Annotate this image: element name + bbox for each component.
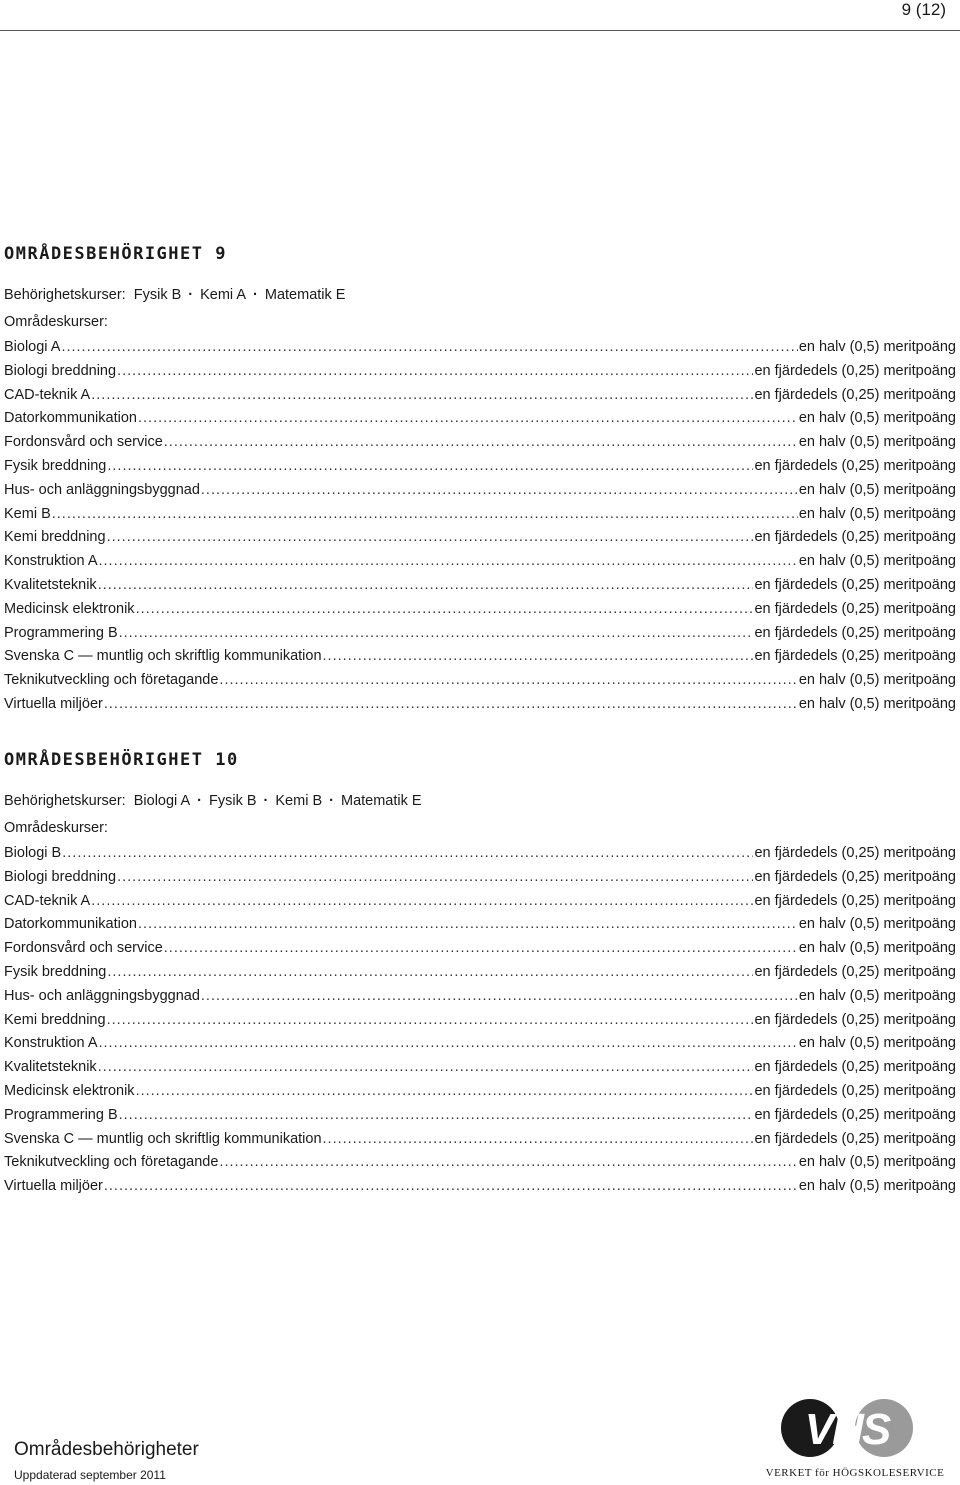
course-row — [4, 645, 956, 669]
course-credit-value: en fjärdedels (0,25) meritpoäng — [754, 868, 956, 885]
course-row — [4, 961, 956, 985]
course-row — [4, 890, 956, 914]
course-row — [4, 1056, 956, 1080]
course-credit-value: en fjärdedels (0,25) meritpoäng — [754, 457, 956, 474]
course-credit-value: en fjärdedels (0,25) meritpoäng — [754, 845, 956, 861]
requirement-item: Matematik E — [264, 287, 346, 303]
logo-caption: VERKET för HÖGSKOLESERVICE — [765, 1467, 945, 1479]
page-number: 9 (12) — [901, 0, 946, 19]
course-credit-value: en halv (0,5) meritpoäng — [798, 916, 956, 933]
course-name: Hus- och anläggningsbyggnad — [4, 987, 200, 1004]
course-name: Datorkommunikation — [4, 410, 137, 427]
dot-leader — [219, 1151, 797, 1175]
course-row — [4, 1128, 956, 1152]
course-name: Fysik breddning — [4, 457, 107, 474]
course-row — [4, 336, 956, 360]
course-name: Teknikutveckling och företagande — [4, 672, 219, 689]
course-name: Konstruktion A — [4, 553, 98, 570]
course-row — [4, 574, 956, 598]
course-credit-value: en halv (0,5) meritpoäng — [798, 1035, 956, 1052]
course-name: Konstruktion A — [4, 1035, 98, 1052]
course-credit-value: en fjärdedels (0,25) meritpoäng — [754, 1011, 956, 1028]
course-row — [4, 985, 956, 1009]
course-name: Biologi breddning — [4, 362, 117, 379]
course-credit-value: en fjärdedels (0,25) meritpoäng — [754, 1130, 956, 1147]
requirement-item: Kemi A — [200, 287, 247, 303]
bullet-separator: · — [263, 793, 269, 809]
course-credit-value: en fjärdedels (0,25) meritpoäng — [754, 963, 956, 980]
course-row — [4, 550, 956, 574]
course-credit-value: en fjärdedels (0,25) meritpoäng — [754, 892, 956, 909]
course-name: Biologi A — [4, 339, 61, 355]
course-row — [4, 669, 956, 693]
dot-leader — [52, 503, 798, 527]
dot-leader — [104, 693, 798, 717]
course-row — [4, 937, 956, 961]
course-credit-value: en halv (0,5) meritpoäng — [798, 1154, 956, 1171]
course-name: CAD-teknik A — [4, 892, 91, 909]
course-credit-value: en fjärdedels (0,25) meritpoäng — [754, 624, 956, 641]
course-row — [4, 913, 956, 937]
course-credit-value: en fjärdedels (0,25) meritpoäng — [754, 648, 956, 665]
course-credit-value: en halv (0,5) meritpoäng — [798, 505, 956, 522]
course-credit-value: en fjärdedels (0,25) meritpoäng — [754, 529, 956, 546]
section-heading: OMRÅDESBEHÖRIGHET 9 — [4, 244, 227, 264]
course-row — [4, 526, 956, 550]
dot-leader — [104, 1175, 798, 1199]
dot-leader — [136, 598, 754, 622]
dot-leader — [323, 1128, 754, 1152]
course-row — [4, 1080, 956, 1104]
course-credit-value: en fjärdedels (0,25) meritpoäng — [754, 576, 956, 593]
dot-leader — [61, 336, 797, 360]
dot-leader — [136, 1080, 754, 1104]
course-credit-value: en fjärdedels (0,25) meritpoäng — [754, 1059, 956, 1076]
course-credit-value: en halv (0,5) meritpoäng — [798, 410, 956, 427]
course-credit-value: en halv (0,5) meritpoäng — [798, 434, 956, 451]
course-credit-value: en halv (0,5) meritpoäng — [798, 339, 956, 355]
course-name: Biologi B — [4, 845, 62, 861]
course-name: Svenska C — muntlig och skriftlig kommunikation — [4, 648, 322, 665]
dot-leader — [91, 890, 753, 914]
course-name: Programmering B — [4, 624, 118, 641]
course-row — [4, 431, 956, 455]
dot-leader — [99, 1032, 798, 1056]
bullet-separator: · — [197, 793, 203, 809]
dot-leader — [201, 985, 798, 1009]
course-credit-value: en halv (0,5) meritpoäng — [798, 672, 956, 689]
footer-title: Områdesbehörigheter — [14, 1439, 199, 1460]
requirements-line — [4, 285, 956, 305]
course-name: Kemi B — [4, 505, 51, 522]
course-credit-value: en halv (0,5) meritpoäng — [798, 553, 956, 570]
dot-leader — [98, 574, 754, 598]
footer-updated-date: Uppdaterad september 2011 — [14, 1468, 166, 1482]
requirement-item: Kemi B — [275, 793, 323, 809]
course-row — [4, 360, 956, 384]
course-row — [4, 384, 956, 408]
course-row — [4, 622, 956, 646]
course-row — [4, 842, 956, 866]
course-row — [4, 598, 956, 622]
course-credit-value: en halv (0,5) meritpoäng — [798, 940, 956, 957]
course-name: Kemi breddning — [4, 529, 106, 546]
bullet-separator: · — [188, 287, 194, 303]
course-row — [4, 693, 956, 717]
course-credit-value: en fjärdedels (0,25) meritpoäng — [754, 386, 956, 403]
dot-leader — [138, 913, 798, 937]
dot-leader — [138, 407, 798, 431]
requirement-item: Fysik B — [209, 793, 257, 809]
courses-label: Områdeskurser: — [4, 820, 108, 836]
course-name: Kemi breddning — [4, 1011, 106, 1028]
course-credit-value: en fjärdedels (0,25) meritpoäng — [754, 362, 956, 379]
dot-leader — [107, 1009, 754, 1033]
course-name: Medicinsk elektronik — [4, 600, 135, 617]
dot-leader — [164, 431, 798, 455]
course-row — [4, 866, 956, 890]
top-divider — [0, 30, 960, 31]
course-name: Medicinsk elektronik — [4, 1082, 135, 1099]
dot-leader — [62, 842, 753, 866]
course-row — [4, 1009, 956, 1033]
course-name: Kvalitetsteknik — [4, 576, 97, 593]
dot-leader — [201, 479, 798, 503]
course-name: CAD-teknik A — [4, 386, 91, 403]
course-credit-value: en fjärdedels (0,25) meritpoäng — [754, 600, 956, 617]
dot-leader — [119, 1104, 754, 1128]
dot-leader — [219, 669, 797, 693]
course-row — [4, 1104, 956, 1128]
requirements-label: Behörighetskurser: — [4, 793, 126, 809]
course-credit-value: en halv (0,5) meritpoäng — [798, 987, 956, 1004]
requirements-label: Behörighetskurser: — [4, 287, 126, 303]
dot-leader — [164, 937, 798, 961]
course-credit-value: en fjärdedels (0,25) meritpoäng — [754, 1106, 956, 1123]
bullet-separator: · — [329, 793, 334, 809]
requirement-item: Biologi A — [133, 793, 191, 809]
course-credit-value: en fjärdedels (0,25) meritpoäng — [754, 1082, 956, 1099]
course-name: Fysik breddning — [4, 963, 107, 980]
dot-leader — [117, 360, 753, 384]
course-name: Programmering B — [4, 1106, 118, 1123]
requirement-item: Matematik E — [340, 793, 422, 809]
course-row — [4, 479, 956, 503]
requirements-line — [4, 791, 956, 811]
section-omradesbehorighet-10 — [4, 749, 956, 1199]
course-list — [4, 842, 956, 1199]
course-name: Kvalitetsteknik — [4, 1059, 97, 1076]
dot-leader — [98, 1056, 754, 1080]
course-row — [4, 1175, 956, 1199]
requirement-item: Fysik B — [133, 287, 182, 303]
course-row — [4, 1151, 956, 1175]
course-row — [4, 407, 956, 431]
course-name: Biologi breddning — [4, 868, 117, 885]
section-omradesbehorighet-9 — [4, 243, 956, 717]
course-name: Svenska C — muntlig och skriftlig kommunikation — [4, 1130, 322, 1147]
course-credit-value: en halv (0,5) meritpoäng — [798, 1178, 956, 1195]
course-name: Virtuella miljöer — [4, 695, 103, 712]
course-name: Fordonsvård och service — [4, 434, 163, 451]
dot-leader — [107, 961, 753, 985]
section-heading: OMRÅDESBEHÖRIGHET 10 — [4, 750, 239, 770]
course-row — [4, 1032, 956, 1056]
course-name: Datorkommunikation — [4, 916, 137, 933]
course-name: Hus- och anläggningsbyggnad — [4, 481, 200, 498]
course-name: Fordonsvård och service — [4, 940, 163, 957]
course-name: Virtuella miljöer — [4, 1178, 103, 1195]
dot-leader — [91, 384, 753, 408]
course-credit-value: en halv (0,5) meritpoäng — [798, 481, 956, 498]
courses-label: Områdeskurser: — [4, 314, 108, 330]
dot-leader — [117, 866, 753, 890]
course-name: Teknikutveckling och företagande — [4, 1154, 219, 1171]
dot-leader — [107, 526, 754, 550]
course-row — [4, 503, 956, 527]
course-row — [4, 455, 956, 479]
logo-lettering: VHS — [804, 1405, 890, 1454]
dot-leader — [323, 645, 754, 669]
course-list — [4, 336, 956, 717]
dot-leader — [119, 622, 754, 646]
dot-leader — [107, 455, 753, 479]
dot-leader — [99, 550, 798, 574]
bullet-separator: · — [253, 287, 258, 303]
course-credit-value: en halv (0,5) meritpoäng — [798, 695, 956, 712]
